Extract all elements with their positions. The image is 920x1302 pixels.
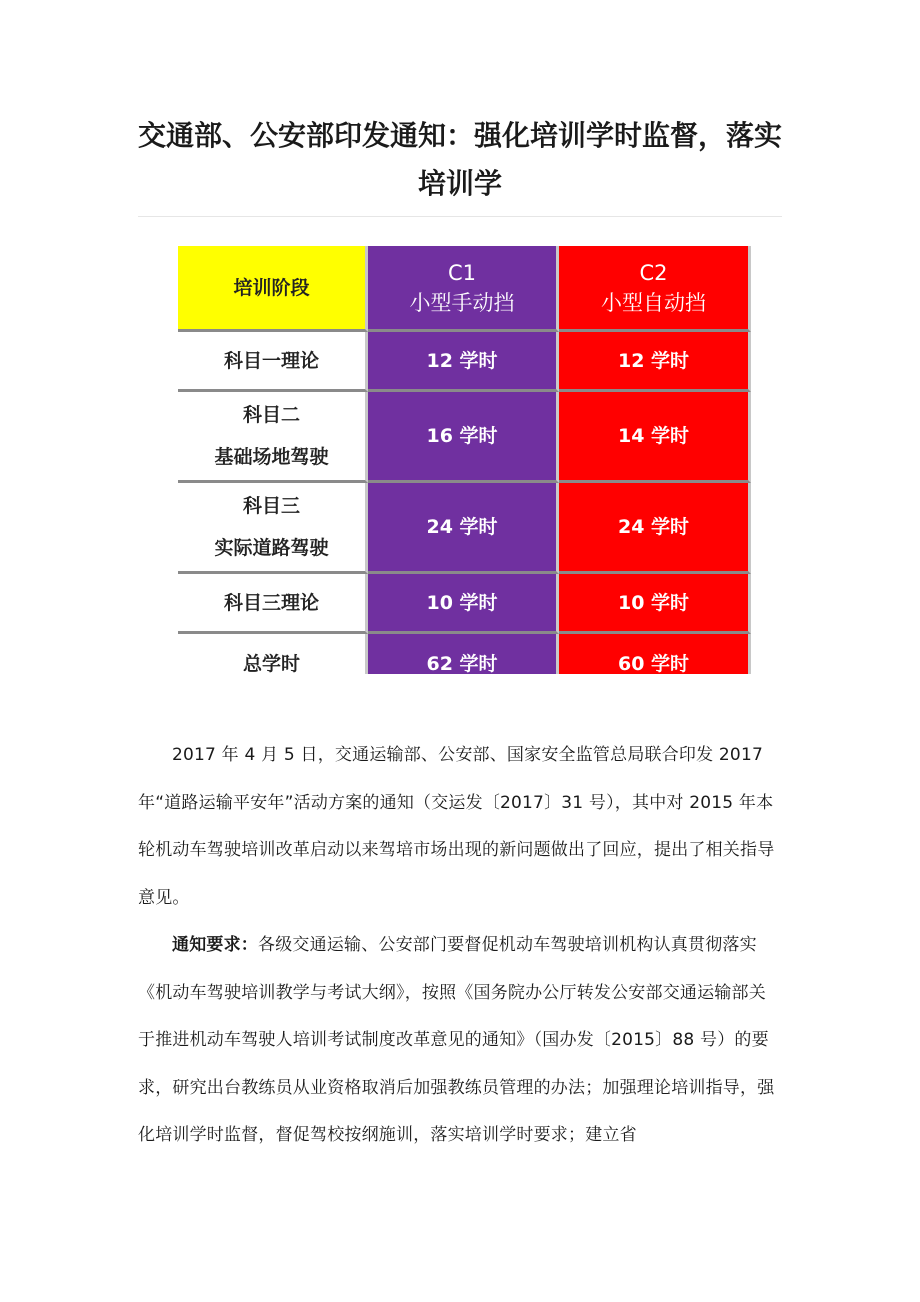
table-row (178, 483, 751, 574)
c1-hours-cell: 24 学时 (368, 483, 559, 574)
header-c1 (368, 246, 559, 332)
table-row-total (178, 634, 751, 674)
c2-hours-cell: 10 学时 (559, 574, 751, 634)
stage-cell (178, 483, 368, 574)
header-c2 (559, 246, 751, 332)
stage-label: 科目三 (242, 495, 300, 517)
header-stage (178, 246, 368, 332)
stage-label: 科目三理论 (223, 591, 319, 614)
stage-label: 科目二 (242, 404, 300, 426)
body-paragraph: 2017 年 4 月 5 日，交通运输部、公安部、国家安全监管总局联合印发 2017 年“道路运输平安年”活动方案的通知（交运发〔2017〕31 号），其中对 2015 年本轮机动车驾驶培训改革启动以来驾培市场出现的新问题做出了回应，提出了相关指导意见。 (138, 745, 775, 908)
stage-label: 总学时 (242, 653, 300, 674)
header-stage-label: 培训阶段 (233, 276, 310, 299)
table-row (178, 392, 751, 483)
c1-hours-cell: 62 学时 (368, 634, 559, 674)
table-row (178, 574, 751, 634)
training-hours-table (178, 246, 751, 674)
stage-cell (178, 392, 368, 483)
stage-cell (178, 634, 368, 674)
c1-hours-cell: 12 学时 (368, 332, 559, 392)
header-c1-name: 小型手动挡 (409, 290, 515, 315)
c1-hours-cell: 16 学时 (368, 392, 559, 483)
training-hours-table-image (178, 246, 751, 674)
stage-label: 科目一理论 (223, 349, 319, 372)
stage-cell (178, 332, 368, 392)
c1-hours-cell: 10 学时 (368, 574, 559, 634)
table-row (178, 332, 751, 392)
stage-sublabel: 基础场地驾驶 (214, 446, 329, 468)
title-divider (138, 216, 782, 217)
stage-sublabel: 实际道路驾驶 (214, 537, 329, 559)
header-c2-name: 小型自动挡 (601, 290, 706, 315)
body-paragraph (138, 922, 782, 1160)
header-c2-code: C2 (639, 260, 668, 285)
header-c1-code: C1 (447, 260, 477, 285)
stage-cell (178, 574, 368, 634)
page-title: 交通部、公安部印发通知：强化培训学时监督，落实培训学 (138, 119, 783, 200)
c2-hours-cell: 24 学时 (559, 483, 751, 574)
c2-hours-cell: 14 学时 (559, 392, 751, 483)
c2-hours-cell: 60 学时 (559, 634, 751, 674)
c2-hours-cell: 12 学时 (559, 332, 751, 392)
table-header-row (178, 246, 751, 332)
paragraph-lead: 通知要求： (172, 935, 258, 955)
paragraph-body: 各级交通运输、公安部门要督促机动车驾驶培训机构认真贯彻落实《机动车驾驶培训教学与考试大纲》，按照《国务院办公厅转发公安部交通运输部关于推进机动车驾驶人培训考试制度改革意见的通知》（国办发〔2015〕88 号）的要求，研究出台教练员从业资格取消后加强教练员管理的办法；加强理论培训指导，强化培训学时监督，督促驾校按纲施训，落实培训学时要求；建立省 (138, 935, 775, 1145)
